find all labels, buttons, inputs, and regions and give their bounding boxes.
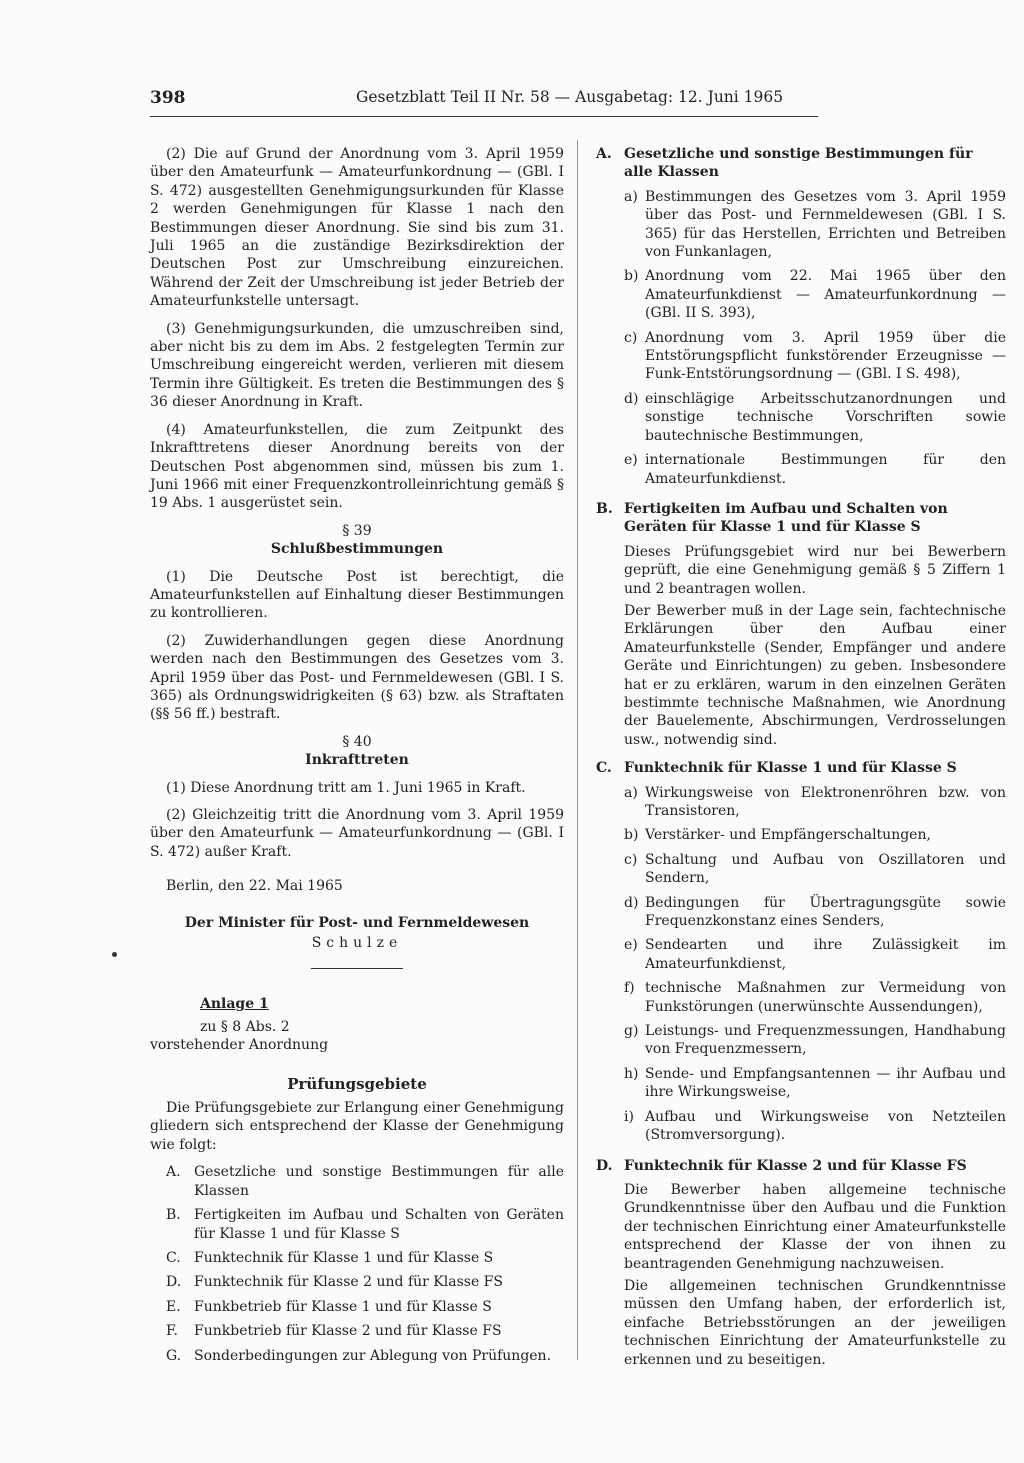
section-a-item: d) einschlägige Arbeitsschutzanordnungen und sonstige technische Vorschriften sowie bautechnische Bestimmungen, [624,390,1006,444]
topics-title: Prüfungsgebiete [287,1074,427,1093]
section-b-paragraph-1: Dieses Prüfungsgebiet wird nur bei Bewerbern geprüft, die eine Genehmigung gemäß § 5 Ziffern 1 und 2 beantragen wollen. [624,543,1006,597]
section-c-item: b) Verstärker- und Empfängerschaltungen, [624,827,931,844]
topic-item: G. Sonderbedingungen zur Ablegung von Prüfungen. [166,1347,552,1364]
section-d-paragraph-2: Die allgemeinen technischen Grundkenntnisse müssen den Umfang haben, der erforderlich ist, einfache Betriebsstörungen an der jeweiligen technischen Einrichtung der Amateurfunkstelle zu erkennen und zu beseitigen. [624,1277,1006,1368]
section-c-item: e) Sendearten und ihre Zulässigkeit im Amateurfunkdienst, [624,937,1006,972]
section-c-item: g) Leistungs- und Frequenzmessungen, Handhabung von Frequenzmessern, [624,1023,1006,1058]
header-title: Gesetzblatt Teil II Nr. 58 — Ausgabetag: 12. Juni 1965 [356,88,784,106]
minister-title: Der Minister für Post- und Fernmeldewesen [184,914,530,931]
section-b-paragraph-2: Der Bewerber muß in der Lage sein, fachtechnische Erklärungen über den Aufbau einer Amateurfunkstelle (Sender, Empfänger und andere Geräte und Einrichtungen) zu geben. Insbesondere hat er zu erklären, warum in den einzelnen Geräten bestimmte technische Maßnahmen, wie Anordnung der Bauelemente, Abschirmungen, Verdrosselungen usw., notwendig sind. [624,602,1006,748]
section-39-paragraph-1: (1) Die Deutsche Post ist berechtigt, die Amateurfunkstellen auf Einhaltung dieser Bestimmungen zu kontrollieren. [150,568,564,622]
page-number: 398 [150,88,186,108]
section-c-heading: C. Funktechnik für Klasse 1 und für Klasse S [596,760,957,777]
section-b-heading: B. Fertigkeiten im Aufbau und Schalten von Geräten für Klasse 1 und für Klasse S [596,500,948,536]
anlage-reference-1: zu § 8 Abs. 2 [200,1018,290,1035]
section-c-item: f) technische Maßnahmen zur Vermeidung von Funkstörungen (unerwünschte Aussendungen), [624,980,1006,1015]
topic-item: D. Funktechnik für Klasse 2 und für Klasse FS [166,1274,503,1291]
section-c-item: h) Sende- und Empfangsantennen — ihr Aufbau und ihre Wirkungsweise, [624,1065,1006,1101]
topic-item: E. Funkbetrieb für Klasse 1 und für Klasse S [166,1298,492,1315]
topic-item: A. Gesetzliche und sonstige Bestimmungen für alle Klassen [166,1164,564,1199]
section-a-item: a) Bestimmungen des Gesetzes vom 3. April 1959 über das Post- und Fernmeldewesen (GBl. I S. 365) für das Herstellen, Errichten und Betreiben von Funkanlagen, [624,188,1006,261]
section-a-heading: A. Gesetzliche und sonstige Bestimmungen für alle Klassen [596,146,973,181]
margin-dot [112,952,117,957]
section-c-item: d) Bedingungen für Übertragungsgüte sowie Frequenzkonstanz eines Senders, [624,894,1006,930]
section-39-title: Schlußbestimmungen [270,541,444,558]
page-header [150,86,818,117]
section-40-paragraph-2: (2) Gleichzeitig tritt die Anordnung vom 3. April 1959 über den Amateurfunk — Amateurfunkordnung — (GBl. I S. 472) außer Kraft. [150,807,564,860]
left-column [150,145,564,1371]
topics-list [150,1163,564,1365]
section-40-title: Inkrafttreten [305,752,409,769]
topic-item: B. Fertigkeiten im Aufbau und Schalten von Geräten für Klasse 1 und für Klasse S [166,1207,564,1242]
anlage-title: Anlage 1 [200,996,269,1013]
section-c-item: a) Wirkungsweise von Elektronenröhren bzw. von Transistoren, [624,784,1006,819]
section-39-paragraph-2: (2) Zuwiderhandlungen gegen diese Anordnung werden nach den Bestimmungen des Gesetzes vom 3. April 1959 über das Post- und Fernmeldewesen (GBl. I S. 365) als Ordnungswidrigkeiten (§ 63) bzw. als Straftaten (§§ 56 ff.) bestraft. [150,632,564,723]
topics-intro: Die Prüfungsgebiete zur Erlangung einer Genehmigung gliedern sich entsprechend der Klasse der Genehmigung wie folgt: [150,1100,564,1153]
paragraph-4: (4) Amateurfunkstellen, die zum Zeitpunkt des Inkrafttretens dieser Anordnung bereits von der Deutschen Post abgenommen sind, müssen bis zum 1. Juni 1966 mit einer Frequenzkontrolleinrichtung gemäß § 19 Abs. 1 ausgerüstet sein. [150,421,564,512]
paragraph-2: (2) Die auf Grund der Anordnung vom 3. April 1959 über den Amateurfunk — Amateurfunkordnung — (GBl. I S. 472) ausgestellten Genehmigungsurkunden für Klasse 2 werden Genehmigungen für Klasse 1 nach den Bestimmungen dieser Anordnung. Sie sind bis zum 31. Juli 1965 an die zuständige Bezirksdirektion der Deutschen Post zur Umschreibung einzureichen. Während der Zeit der Umschreibung ist jeder Betrieb der Amateurfunkstelle untersagt. [150,146,564,310]
section-40-paragraph-1: (1) Diese Anordnung tritt am 1. Juni 1965 in Kraft. [166,779,526,796]
section-c-item: i) Aufbau und Wirkungsweise von Netzteilen (Stromversorgung). [624,1108,1006,1144]
right-column [596,145,1006,1373]
paragraph-3: (3) Genehmigungsurkunden, die umzuschreiben sind, aber nicht bis zu dem im Abs. 2 festgelegten Termin zur Umschreibung eingereicht werden, verlieren mit diesem Termin ihre Gültigkeit. Es treten die Bestimmungen des § 36 dieser Anordnung in Kraft. [150,320,564,411]
section-39-number: § 39 [342,522,372,539]
signature-date: Berlin, den 22. Mai 1965 [166,878,343,895]
section-a-item: c) Anordnung vom 3. April 1959 über die Entstörungspflicht funkstörender Erzeugnisse — Funk-Entstörungsordnung — (GBl. I S. 498), [624,329,1006,383]
signer-name: Schulze [311,935,403,952]
section-40-number: § 40 [342,733,372,750]
separator-line [311,968,403,969]
anlage-reference-2: vorstehender Anordnung [150,1037,329,1054]
section-a-item: e) internationale Bestimmungen für den Amateurfunkdienst. [624,452,1006,487]
section-a-item: b) Anordnung vom 22. Mai 1965 über den Amateurfunkdienst — Amateurfunkordnung — (GBl. II S. 393), [624,268,1006,322]
section-d-paragraph-1: Die Bewerber haben allgemeine technische Grundkenntnisse über den Aufbau und die Funktion der technischen Einrichtung einer Amateurfunkstelle entsprechend der Klasse der von ihnen zu beantragenden Genehmigung nachzuweisen. [624,1181,1006,1272]
topic-item: C. Funktechnik für Klasse 1 und für Klasse S [166,1249,494,1266]
section-c-item: c) Schaltung und Aufbau von Oszillatoren und Sendern, [624,851,1006,887]
column-divider [577,140,578,1360]
topic-item: F. Funkbetrieb für Klasse 2 und für Klasse FS [166,1323,502,1340]
section-d-heading: D. Funktechnik für Klasse 2 und für Klasse FS [596,1157,967,1174]
